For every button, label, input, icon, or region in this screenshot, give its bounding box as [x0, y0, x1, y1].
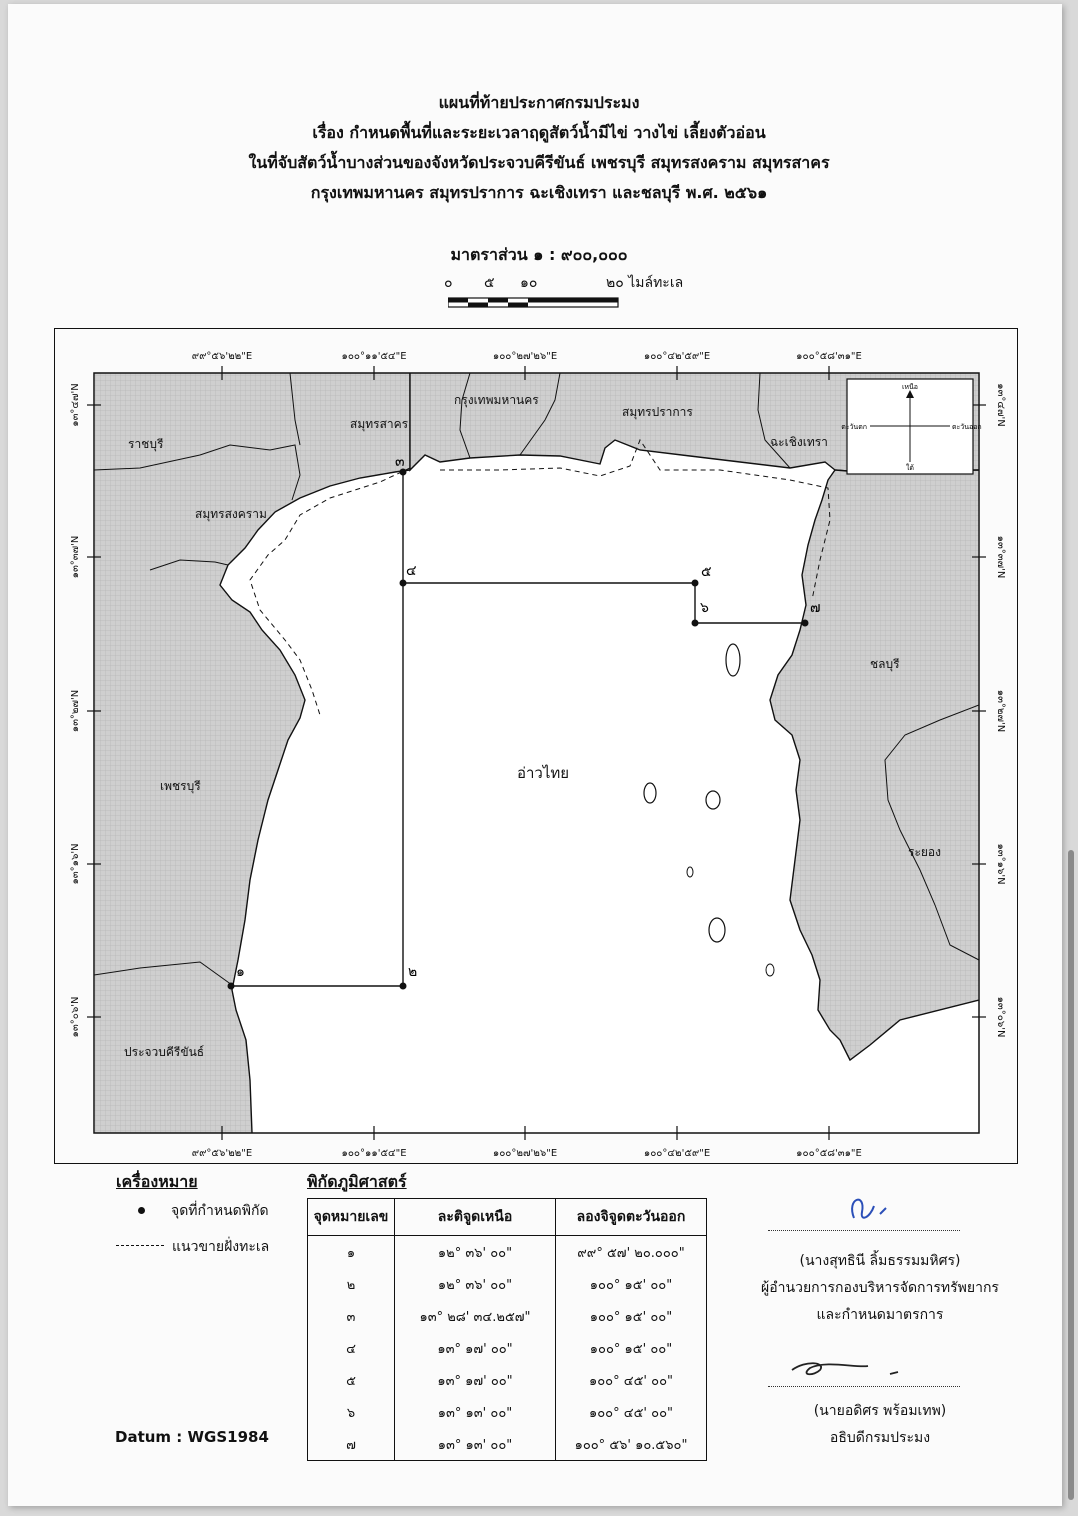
province-phetchaburi: เพชรบุรี	[160, 779, 201, 793]
title-line-3: ในที่จับสัตว์น้ำบางส่วนของจังหวัดประจวบคีรีขันธ์ เพชรบุรี สมุทรสงคราม สมุทรสาคร	[248, 153, 830, 172]
lat-label-right-4: ๑๓°๑๖'N	[995, 843, 1006, 885]
lon-label-bottom-4: ๑๐๐°๔๒'๕๙"E	[643, 1148, 711, 1159]
lon-label-top-5: ๑๐๐°๕๘'๓๑"E	[796, 351, 862, 362]
legend-coast-label: แนวขายฝั่งทะเล	[172, 1239, 270, 1255]
lon-label-bottom-5: ๑๐๐°๕๘'๓๑"E	[796, 1148, 862, 1159]
cell-lat: ๑๒° ๓๖' ๐๐"	[395, 1268, 556, 1300]
cell-lon: ๑๐๐° ๕๖' ๑๐.๕๖๐"	[556, 1428, 707, 1461]
province-samut-prakan: สมุทรปราการ	[622, 405, 693, 419]
signer-1-name: (นางสุทธินี ลิ้มธรรมมหิศร)	[799, 1253, 961, 1269]
cell-lat: ๑๓° ๑๓' ๐๐"	[395, 1428, 556, 1461]
island	[726, 644, 740, 676]
legend-coast-row	[116, 1236, 269, 1258]
signature-2-image	[786, 1356, 916, 1384]
cell-point: ๖	[308, 1396, 395, 1428]
scale-tick-10: ๑๐	[520, 275, 538, 291]
map-point-5	[692, 580, 699, 587]
north-arrow-compass	[841, 379, 981, 474]
dashed-line-icon	[116, 1245, 164, 1246]
cell-point: ๔	[308, 1332, 395, 1364]
cell-lat: ๑๒° ๓๖' ๐๐"	[395, 1236, 556, 1269]
cell-point: ๒	[308, 1268, 395, 1300]
coords-table	[307, 1198, 707, 1461]
lat-label-left-3: ๑๓°๒๗'N	[70, 689, 81, 733]
scale-ratio: มาตราส่วน ๑ : ๙๐๐,๐๐๐	[450, 245, 628, 264]
signer-2-title: อธิบดีกรมประมง	[829, 1430, 931, 1446]
table-row	[308, 1300, 707, 1332]
table-row	[308, 1268, 707, 1300]
island	[687, 867, 693, 877]
title-line-1: แผนที่ท้ายประกาศกรมประมง	[438, 93, 640, 112]
cell-lat: ๑๓° ๒๘' ๓๔.๒๕๗"	[395, 1300, 556, 1332]
compass-north: เหนือ	[902, 383, 918, 391]
cell-lon: ๑๐๐° ๑๕' ๐๐"	[556, 1332, 707, 1364]
datum-label: Datum : WGS1984	[115, 1428, 269, 1446]
lon-label-bottom-1: ๙๙°๕๖'๒๒"E	[191, 1148, 253, 1159]
signer-1-title: ผู้อำนวยการกองบริหารจัดการทรัพยากร	[761, 1280, 999, 1296]
cell-lat: ๑๓° ๑๗' ๐๐"	[395, 1332, 556, 1364]
signature-line-2	[768, 1386, 960, 1387]
signer-1-title-2: และกำหนดมาตรการ	[816, 1307, 944, 1323]
point-label-4: ๔	[406, 563, 417, 579]
point-label-1: ๑	[236, 964, 245, 980]
legend-point-label: จุดที่กำหนดพิกัด	[171, 1203, 269, 1219]
cell-lon: ๑๐๐° ๑๕' ๐๐"	[556, 1300, 707, 1332]
island	[709, 918, 725, 942]
legend-point-row	[116, 1200, 269, 1222]
cell-lon: ๙๙° ๕๗' ๒๐.๐๐๐"	[556, 1236, 707, 1269]
coords-header-row	[308, 1199, 707, 1236]
table-row	[308, 1396, 707, 1428]
lat-label-right-1: ๑๓°๔๗'N	[995, 383, 1006, 427]
lat-label-right-2: ๑๓°๓๗'N	[995, 535, 1006, 579]
lat-label-left-2: ๑๓°๓๗'N	[70, 535, 81, 579]
point-label-2: ๒	[408, 964, 418, 980]
signer-2-name: (นายอดิศร พร้อมเทพ)	[813, 1403, 947, 1419]
signature-line-1	[768, 1230, 960, 1231]
province-chachoengsao: ฉะเชิงเทรา	[770, 435, 828, 449]
cell-point: ๓	[308, 1300, 395, 1332]
lat-label-left-5: ๑๓°๐๖'N	[70, 996, 81, 1038]
signature-block-1	[760, 1248, 1000, 1329]
map-point-6	[692, 620, 699, 627]
signature-1-image	[840, 1188, 900, 1228]
cell-lat: ๑๓° ๑๓' ๐๐"	[395, 1396, 556, 1428]
lon-label-top-2: ๑๐๐°๑๑'๕๔"E	[341, 351, 407, 362]
province-rayong: ระยอง	[908, 845, 941, 859]
header-latitude: ละติจูดเหนือ	[395, 1199, 556, 1236]
cell-lon: ๑๐๐° ๔๕' ๐๐"	[556, 1396, 707, 1428]
cell-point: ๕	[308, 1364, 395, 1396]
province-ratchaburi: ราชบุรี	[128, 437, 164, 451]
legend-title: เครื่องหมาย	[116, 1172, 198, 1191]
sea-label: อ่าวไทย	[517, 764, 570, 782]
island	[766, 964, 774, 976]
province-prachuap: ประจวบคีรีขันธ์	[124, 1045, 205, 1059]
header-longitude: ลองจิจูดตะวันออก	[556, 1199, 707, 1236]
map-point-2	[400, 983, 407, 990]
point-label-5: ๕	[701, 564, 712, 580]
header-point: จุดหมายเลข	[308, 1199, 395, 1236]
signature-block-2	[760, 1398, 1000, 1452]
province-bangkok: กรุงเทพมหานคร	[454, 393, 539, 407]
lat-label-left-1: ๑๓°๔๗'N	[70, 383, 81, 427]
point-label-6: ๖	[700, 600, 709, 616]
cell-lon: ๑๐๐° ๑๕' ๐๐"	[556, 1268, 707, 1300]
compass-west: ตะวันตก	[841, 423, 867, 431]
point-label-3: ๓	[395, 454, 405, 470]
table-row	[308, 1332, 707, 1364]
point-label-7: ๗	[810, 600, 821, 616]
title-line-2: เรื่อง กำหนดพื้นที่และระยะเวลาฤดูสัตว์น้ำมีไข่ วางไข่ เลี้ยงตัวอ่อน	[312, 123, 766, 142]
lat-label-right-3: ๑๓°๒๗'N	[995, 689, 1006, 733]
table-row	[308, 1364, 707, 1396]
lon-label-bottom-3: ๑๐๐°๒๗'๒๖"E	[492, 1148, 558, 1159]
province-samut-sakhon: สมุทรสาคร	[350, 417, 409, 431]
coords-title: พิกัดภูมิศาสตร์	[307, 1172, 407, 1191]
cell-point: ๑	[308, 1236, 395, 1269]
compass-east: ตะวันออก	[952, 423, 982, 431]
scale-tick-20: ๒๐ ไมล์ทะเล	[606, 275, 684, 291]
province-samut-songkhram: สมุทรสงคราม	[195, 507, 267, 521]
scale-tick-5: ๕	[484, 275, 495, 291]
lon-label-top-1: ๙๙°๕๖'๒๒"E	[191, 351, 253, 362]
map-point-1	[228, 983, 235, 990]
scale-tick-0: ๐	[444, 275, 453, 291]
map-point-4	[400, 580, 407, 587]
lat-label-left-4: ๑๓°๑๖'N	[70, 843, 81, 885]
cell-point: ๗	[308, 1428, 395, 1461]
compass-south: ใต้	[906, 464, 914, 472]
lat-label-right-5: ๑๓°๐๖'N	[995, 996, 1006, 1038]
lon-label-top-4: ๑๐๐°๔๒'๕๙"E	[643, 351, 711, 362]
table-row	[308, 1428, 707, 1461]
point-marker-icon	[138, 1207, 145, 1214]
table-row	[308, 1236, 707, 1269]
cell-lat: ๑๓° ๑๗' ๐๐"	[395, 1364, 556, 1396]
title-line-4: กรุงเทพมหานคร สมุทรปราการ ฉะเชิงเทรา และชลบุรี พ.ศ. ๒๕๖๑	[310, 183, 768, 202]
cell-lon: ๑๐๐° ๔๕' ๐๐"	[556, 1364, 707, 1396]
lon-label-top-3: ๑๐๐°๒๗'๒๖"E	[492, 351, 558, 362]
map-point-7	[802, 620, 809, 627]
lon-label-bottom-2: ๑๐๐°๑๑'๕๔"E	[341, 1148, 407, 1159]
island	[644, 783, 656, 803]
island	[706, 791, 720, 809]
province-chonburi: ชลบุรี	[870, 657, 900, 671]
